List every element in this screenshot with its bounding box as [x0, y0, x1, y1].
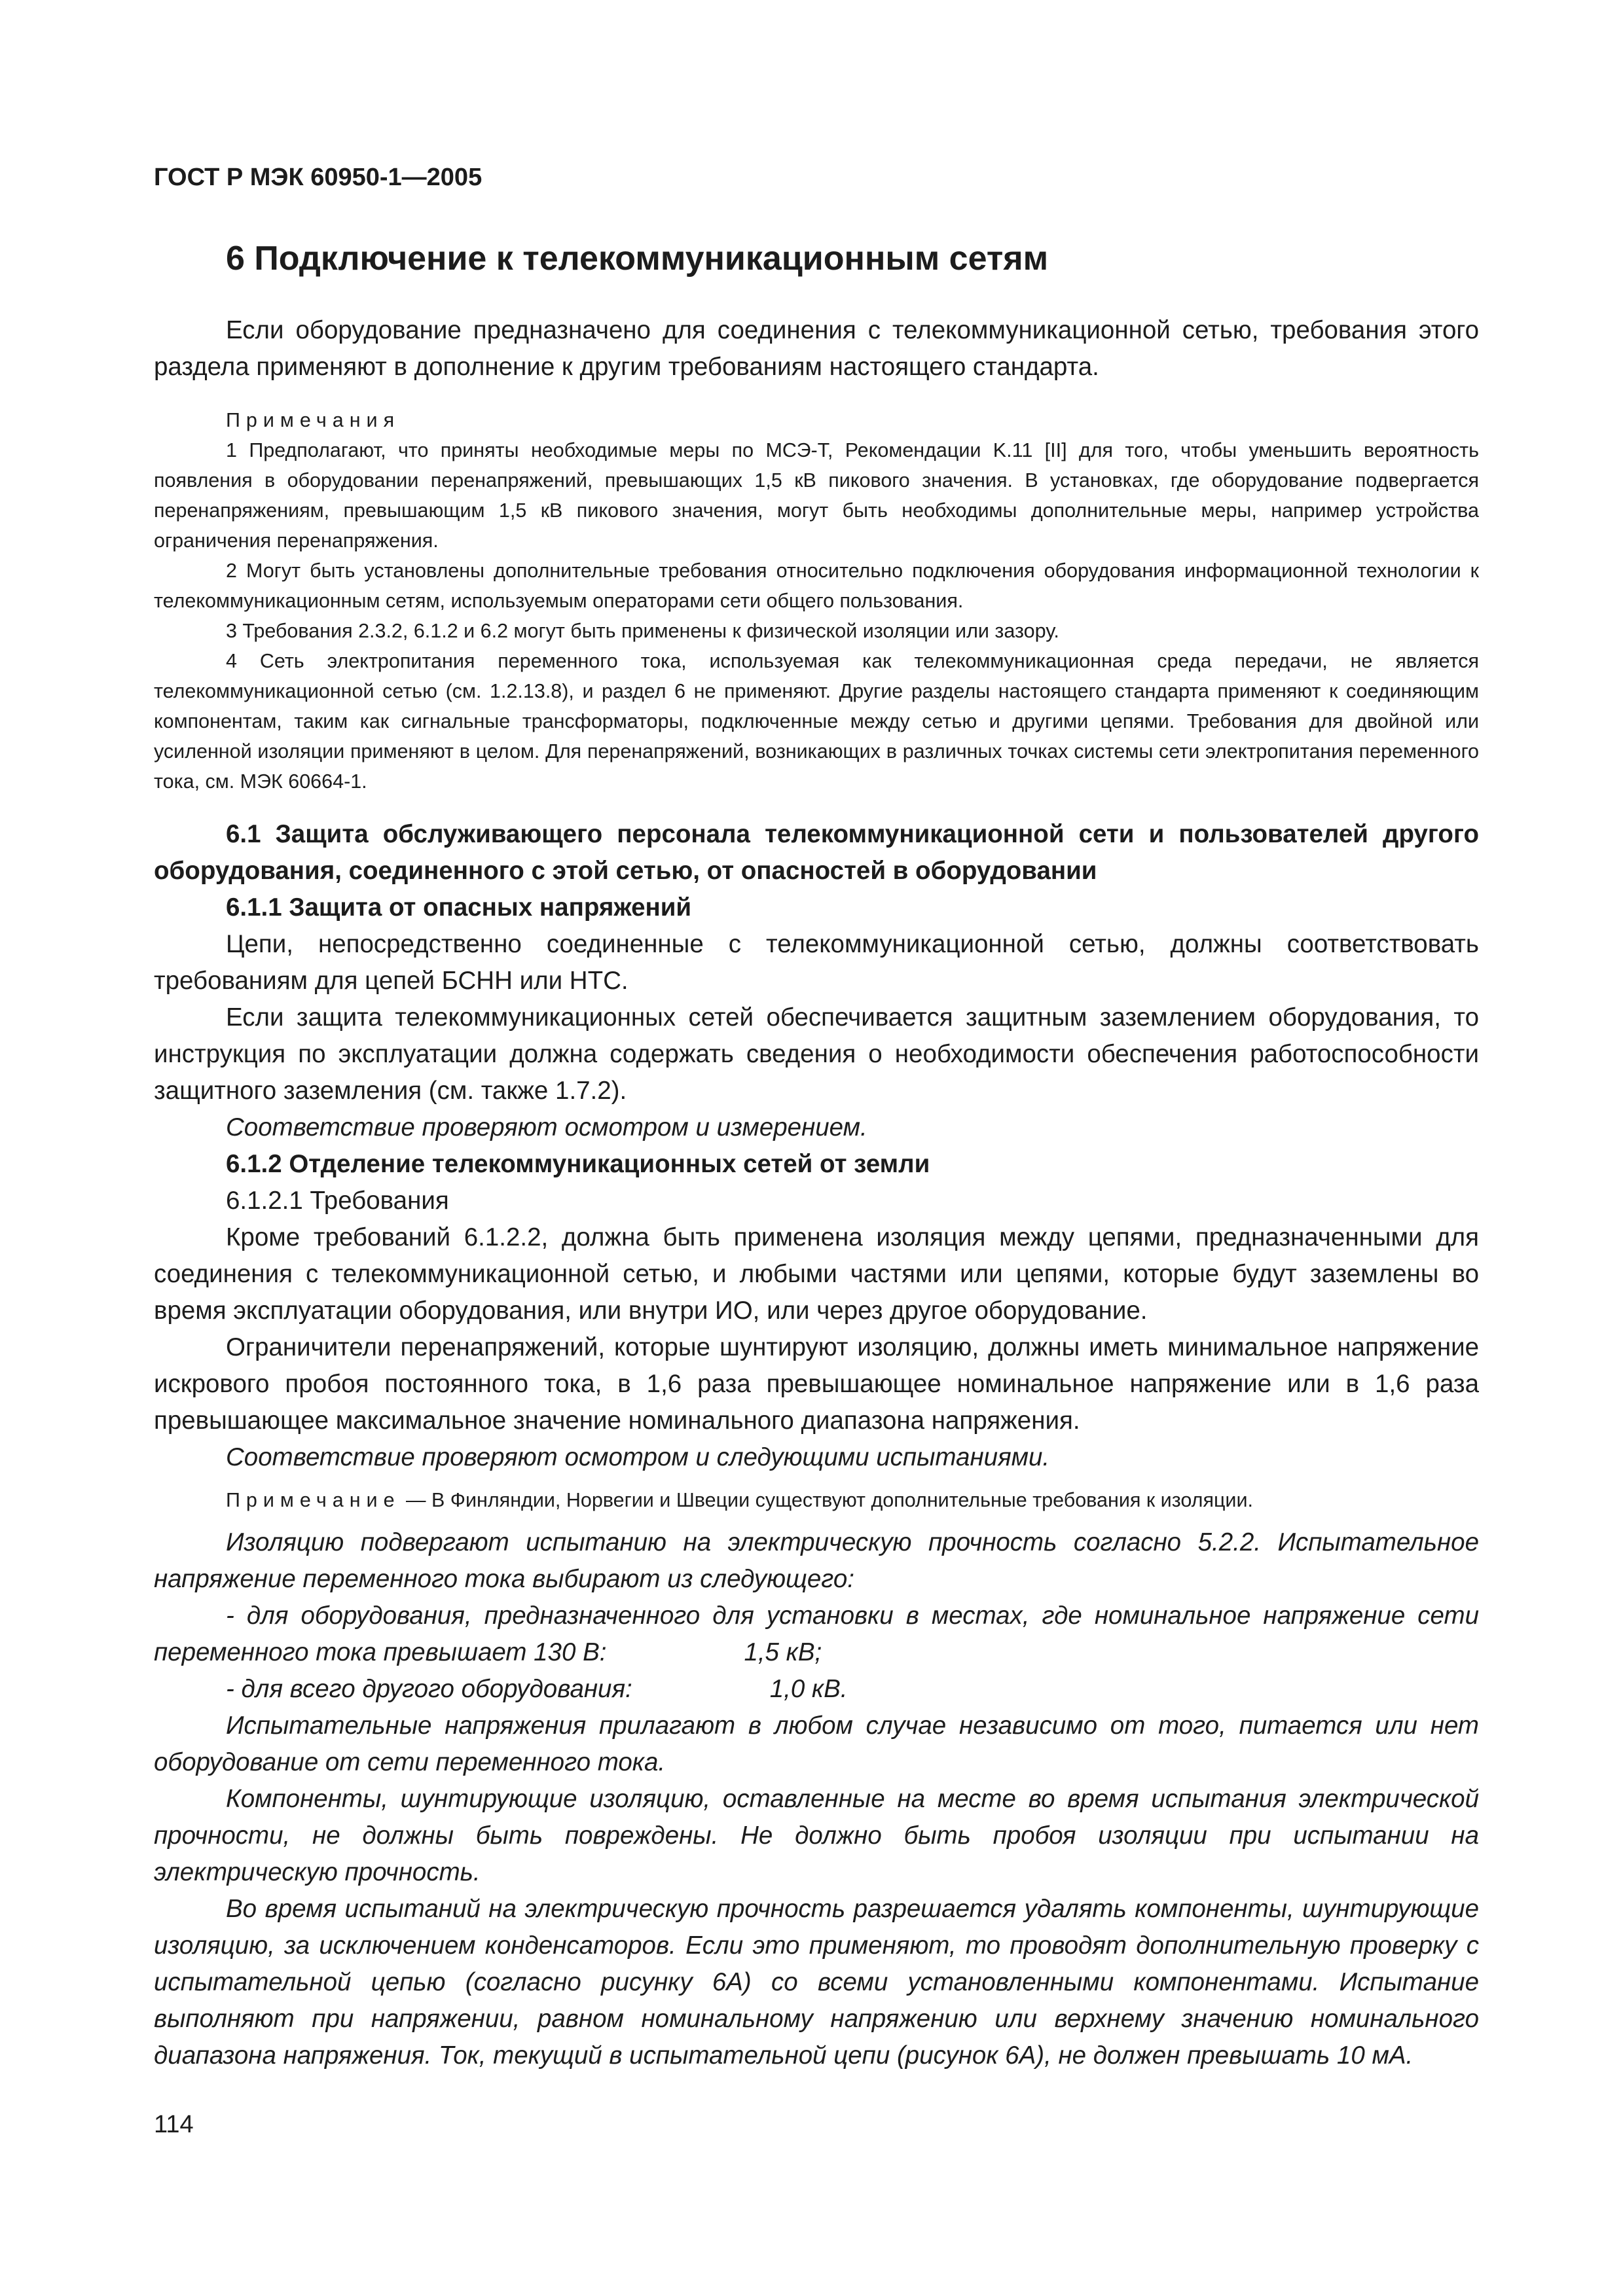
subsection-title-6-1-1: 6.1.1 Защита от опасных напряжений [226, 893, 692, 922]
test-voltage-row-1 [154, 1598, 1479, 1671]
note-text: — В Финляндии, Норвегии и Швеции существуют дополнительные требования к изоляции. [400, 1489, 1253, 1511]
note-label: Примечание [226, 1489, 401, 1511]
note-item: 2 Могут быть установлены дополнительные требования относительно подключения оборудования информационной технологии к телекоммуникационным сетям, используемым операторами сети общего пользования. [154, 560, 1479, 612]
test-voltage-value: 1,0 кВ. [769, 1675, 848, 1703]
test-voltage-value: 1,5 кВ; [744, 1638, 822, 1666]
subsection-title-6-1: 6.1 Защита обслуживающего персонала телекоммуникационной сети и пользователей другого оборудования, соединенного с этой сетью, от опасностей в оборудовании [154, 820, 1479, 885]
document-header: ГОСТ Р МЭК 60950-1—2005 [154, 164, 483, 191]
subsection-title-6-1-2: 6.1.2 Отделение телекоммуникационных сетей от земли [226, 1150, 930, 1178]
page-number: 114 [154, 2111, 194, 2138]
notes-title: Примечания [226, 409, 401, 431]
test-condition: - для оборудования, предназначенного для установки в местах, где номинальное напряжение сети переменного тока превышает 130 В: [154, 1602, 1479, 1666]
note-item: 4 Сеть электропитания переменного тока, используемая как телекоммуникационная среда передачи, не является телекоммуникационной сетью (см. 1.2.13.8), и раздел 6 не применяют. Другие разделы настоящего стандарта применяют к соединяющим компонентам, таким как сигнальные трансформаторы, подключенные между сетью и другими цепями. Требования для двойной или усиленной изоляции применяют в целом. Для перенапряжений, возникающих в различных точках системы сети электропитания переменного тока, см. МЭК 60664-1. [154, 650, 1479, 793]
test-intro: Изоляцию подвергают испытанию на электрическую прочность согласно 5.2.2. Испытательное напряжение переменного тока выбирают из следующего: [154, 1528, 1479, 1593]
section-title: 6 Подключение к телекоммуникационным сетям [226, 240, 1049, 278]
paragraph: Во время испытаний на электрическую прочность разрешается удалять компоненты, шунтирующие изоляцию, за исключением конденсаторов. Если это применяют, то проводят дополнительную проверку с испытательной цепью (согласно рисунку 6А) со всеми установленными компонентами. Испытание выполняют при напряжении, равном номинальному напряжению или верхнему значению номинального диапазона напряжения. Ток, текущий в испытательной цепи (рисунок 6А), не должен превышать 10 мА. [154, 1895, 1479, 2070]
note-item: 3 Требования 2.3.2, 6.1.2 и 6.2 могут быть применены к физической изоляции или зазору. [226, 620, 1059, 642]
test-voltage-row-2 [154, 1671, 1479, 1708]
paragraph: Кроме требований 6.1.2.2, должна быть применена изоляция между цепями, предназначенными для соединения с телекоммуникационной сетью, и любыми частями или цепями, которые будут заземлены во время эксплуатации оборудования, или внутри ИО, или через другое оборудование. [154, 1223, 1479, 1325]
subsection-title-6-1-2-1: 6.1.2.1 Требования [226, 1187, 449, 1215]
paragraph: Если защита телекоммуникационных сетей обеспечивается защитным заземлением оборудования, то инструкция по эксплуатации должна содержать сведения о необходимости обеспечения работоспособности защитного заземления (см. также 1.7.2). [154, 1003, 1479, 1105]
test-condition: - для всего другого оборудования: [226, 1675, 632, 1703]
regional-note [154, 1485, 1479, 1515]
paragraph: Компоненты, шунтирующие изоляцию, оставленные на месте во время испытания электрической прочности, не должны быть повреждены. Не должно быть пробоя изоляции при испытании на электрическую прочность. [154, 1785, 1479, 1886]
paragraph: Испытательные напряжения прилагают в любом случае независимо от того, питается или нет оборудование от сети переменного тока. [154, 1712, 1479, 1776]
compliance-statement: Соответствие проверяют осмотром и следующими испытаниями. [226, 1443, 1050, 1471]
intro-paragraph: Если оборудование предназначено для соединения с телекоммуникационной сетью, требования этого раздела применяют в дополнение к другим требованиям настоящего стандарта. [154, 316, 1479, 381]
compliance-statement: Соответствие проверяют осмотром и измерением. [226, 1113, 867, 1141]
notes-block [154, 405, 1479, 797]
paragraph: Ограничители перенапряжений, которые шунтируют изоляцию, должны иметь минимальное напряжение искрового пробоя постоянного тока, в 1,6 раза превышающее номинальное напряжение или в 1,6 раза превышающее максимальное значение номинального диапазона напряжения. [154, 1333, 1479, 1435]
document-page [154, 164, 1479, 2074]
paragraph: Цепи, непосредственно соединенные с телекоммуникационной сетью, должны соответствовать требованиям для цепей БСНН или НТС. [154, 930, 1479, 995]
note-item: 1 Предполагают, что приняты необходимые меры по МСЭ-Т, Рекомендации K.11 [II] для того, чтобы уменьшить вероятность появления в оборудовании перенапряжений, превышающих 1,5 кВ пикового значения. В установках, где оборудование подвергается перенапряжениям, превышающим 1,5 кВ пикового значения, могут быть необходимы дополнительные меры, например устройства ограничения перенапряжения. [154, 439, 1479, 552]
